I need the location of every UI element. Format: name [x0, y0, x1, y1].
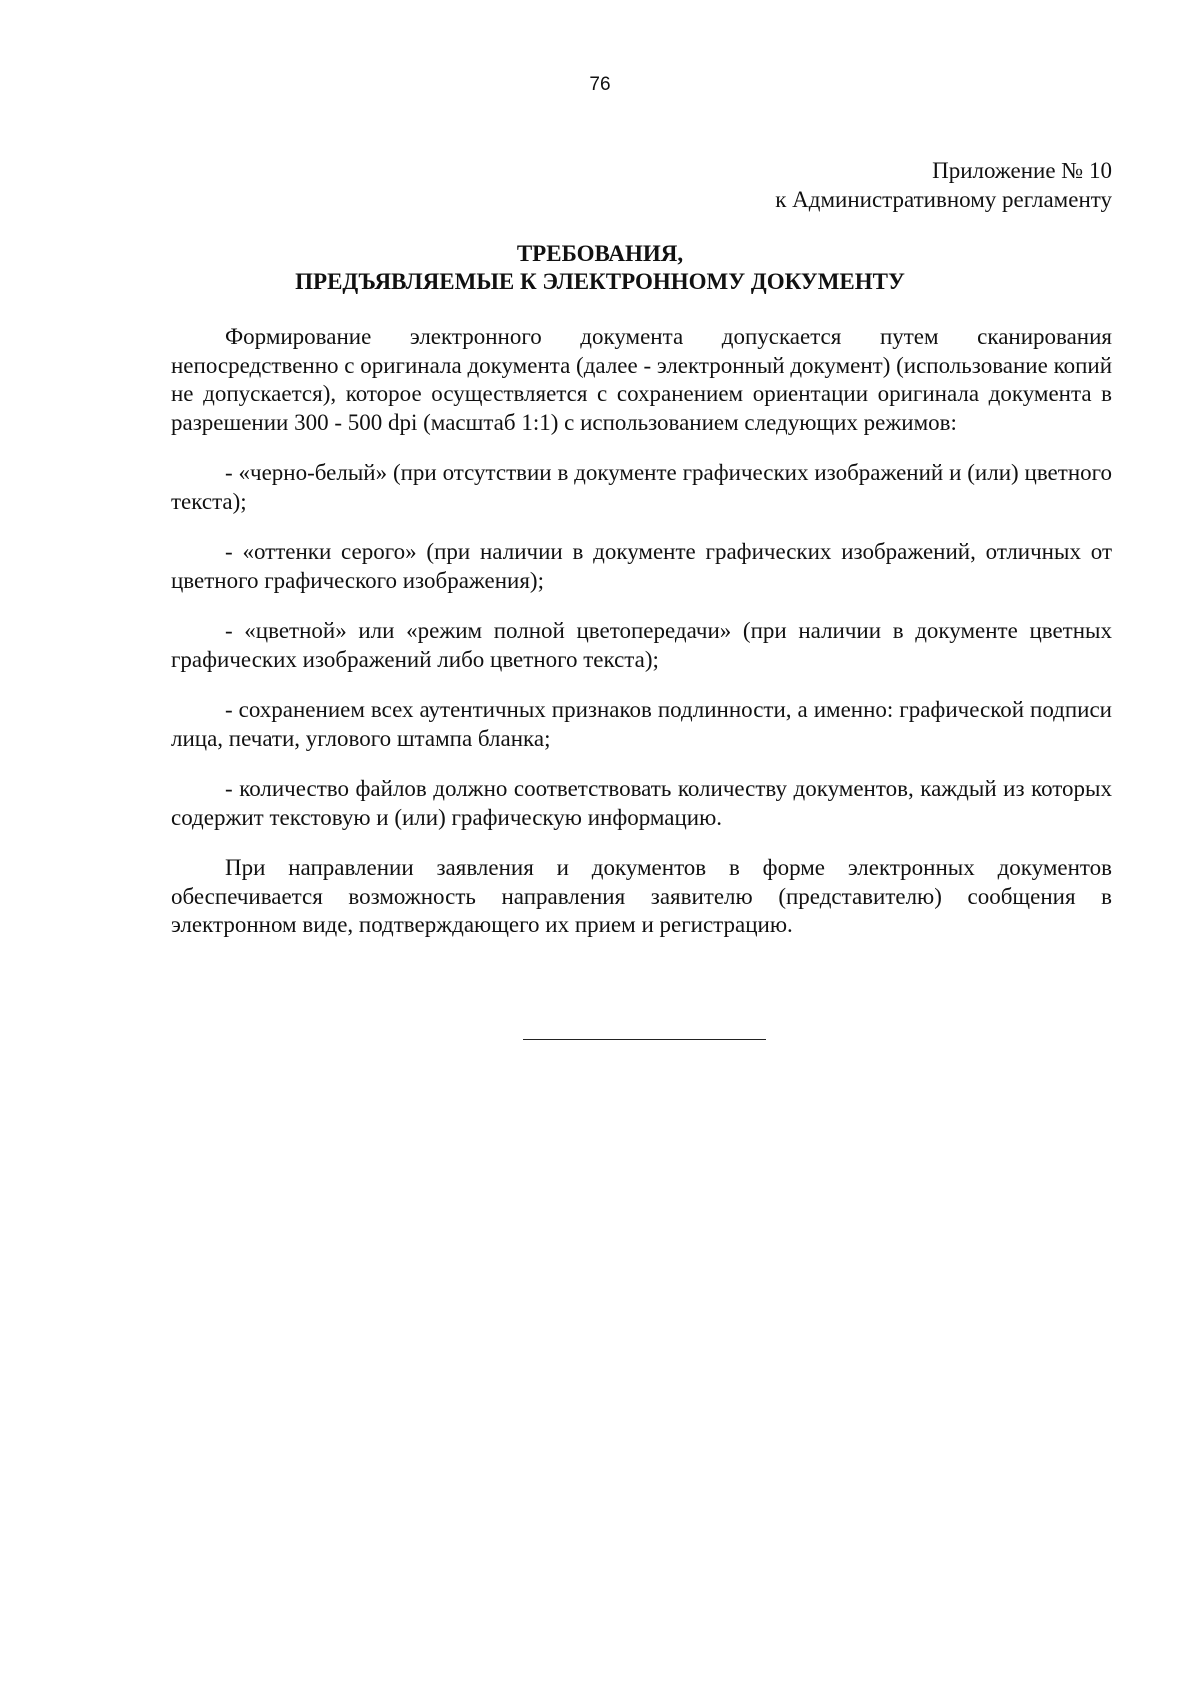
mode-grayscale-item: - «оттенки серого» (при наличии в документе графических изображений, отличных от цветного графического изображения);: [171, 539, 1112, 593]
mode-color-item: - «цветной» или «режим полной цветопередачи» (при наличии в документе цветных графических изображений либо цветного текста);: [171, 618, 1112, 672]
intro-paragraph: Формирование электронного документа допускается путем сканирования непосредственно с оригинала документа (далее - электронный документ) (использование копий не допускается), которое осуществляется с сохранением ориентации оригинала документа в разрешении 300 - 500 dpi (масштаб 1:1) с использованием следующих режимов:: [171, 324, 1113, 435]
document-title: [0, 240, 1200, 296]
page-number: 76: [589, 74, 611, 95]
mode-black-white-item: - «черно-белый» (при отсутствии в документе графических изображений и (или) цветного текста);: [171, 460, 1112, 514]
document-body: [171, 323, 1112, 962]
appendix-number: Приложение № 10: [932, 158, 1112, 183]
end-separator-line: [523, 1039, 766, 1040]
appendix-header: [512, 156, 1112, 214]
file-count-item: - количество файлов должно соответствовать количеству документов, каждый из которых содержит текстовую и (или) графическую информацию.: [171, 776, 1112, 830]
closing-paragraph: При направлении заявления и документов в форме электронных документов обеспечивается возможность направления заявителю (представителю) сообщения в электронном виде, подтверждающего их прием и регистрацию.: [171, 855, 1112, 937]
title-line-2: ПРЕДЪЯВЛЯЕМЫЕ К ЭЛЕКТРОННОМУ ДОКУМЕНТУ: [295, 269, 905, 294]
appendix-reference: к Административному регламенту: [775, 187, 1112, 212]
title-line-1: ТРЕБОВАНИЯ,: [516, 241, 684, 266]
authenticity-item: - сохранением всех аутентичных признаков подлинности, а именно: графической подписи лица, печати, углового штампа бланка;: [171, 697, 1112, 751]
